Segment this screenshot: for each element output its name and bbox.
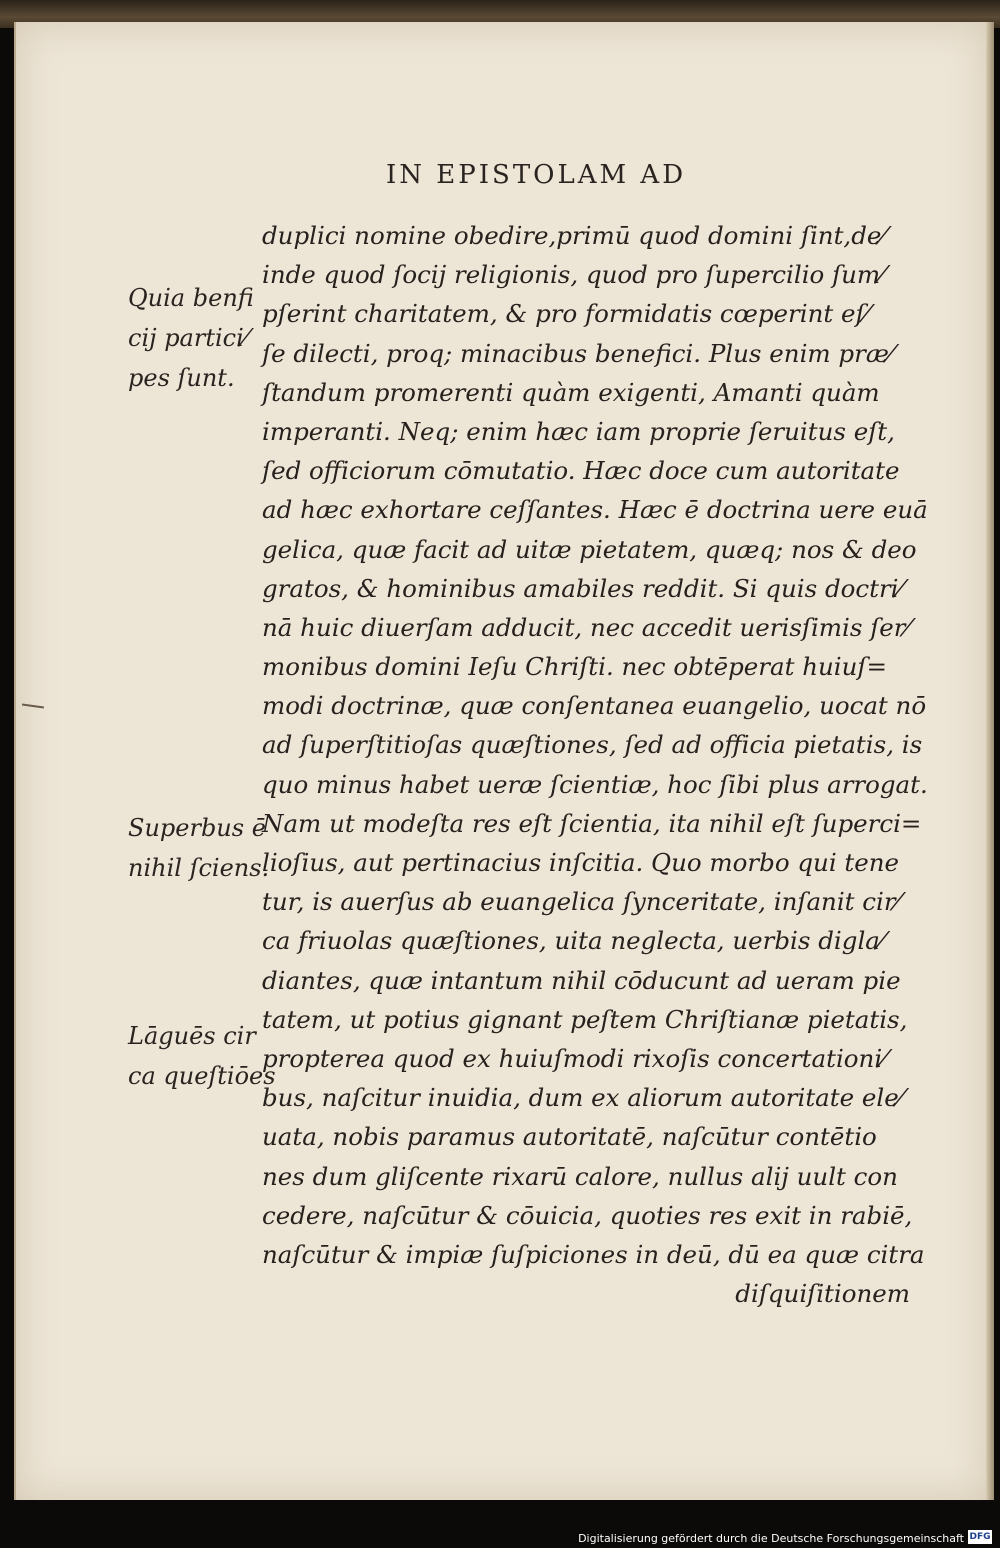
text-line: nes dum gliſcente rixarū calore, nullus alij uult con <box>262 1161 898 1191</box>
dfg-logo: DFG <box>969 1532 991 1542</box>
text-line: ſtandum promerenti quàm exigenti, Amanti quàm <box>262 377 880 407</box>
margin-note-superbus <box>128 808 269 888</box>
text-line: nā huic diuerſam adducit, nec accedit uerisſimis ſer⁄ <box>262 612 910 642</box>
text-line: modi doctrinæ, quæ conſentanea euangelio, uocat nō <box>262 691 927 721</box>
text-line: gelica, quæ facit ad uitæ pietatem, quæq; nos & deo <box>262 534 917 564</box>
text-line: tur, is auerſus ab euangelica ſynceritate, inſanit cir⁄ <box>262 887 900 917</box>
text-line: bus, naſcitur inuidia, dum ex aliorum autoritate ele⁄ <box>262 1083 903 1113</box>
running-title: IN EPISTOLAM AD <box>386 160 687 190</box>
main-text-block <box>262 216 928 1313</box>
text-line: cedere, naſcūtur & cōuicia, quoties res exit in rabiē, <box>262 1200 913 1230</box>
text-line: ad hæc exhortare ceſſantes. Hæc ē doctrina uere euā <box>262 495 928 525</box>
text-line: ca friuolas quæſtiones, uita neglecta, uerbis digla⁄ <box>262 926 884 956</box>
text-line: inde quod ſocij religionis, quod pro ſupercilio ſum⁄ <box>262 260 885 290</box>
text-line: lioſius, aut pertinacius inſcitia. Quo morbo qui tene <box>262 848 900 877</box>
margin-note-line: nihil ſciens. <box>128 854 270 882</box>
text-line: ſed officiorum cōmutatio. Hæc doce cum autoritate <box>262 456 900 486</box>
margin-note-line: pes ſunt. <box>128 364 235 392</box>
text-line: uata, nobis paramus autoritatē, naſcūtur contētio <box>262 1122 877 1152</box>
catchword: diſquiſitionem <box>735 1279 910 1309</box>
margin-note-line: cij partici⁄ <box>128 324 248 352</box>
margin-note-line: Quia benfi <box>128 284 254 312</box>
text-line: Nam ut modeſta res eſt ſcientia, ita nihil eſt ſuperci= <box>262 808 922 838</box>
text-line: duplici nomine obedire,primū quod domini ſint,de⁄ <box>262 221 886 250</box>
text-line: propterea quod ex huiuſmodi rixoſis concertationi⁄ <box>262 1043 887 1073</box>
margin-note-line: ca queſtiōes <box>128 1062 276 1090</box>
margin-note-benefit <box>128 278 254 398</box>
text-line: monibus domini Ieſu Chriſti. nec obtēperat huiuſ= <box>262 652 888 682</box>
text-line: pſerint charitatem, & pro formidatis cœperint eſ⁄ <box>262 299 869 329</box>
digitization-credit: Digitalisierung gefördert durch die Deutsche Forschungsgemeinschaft <box>578 1532 964 1545</box>
text-line: imperanti. Neq; enim hæc iam proprie ſeruitus eſt, <box>262 416 895 446</box>
page-edge-right <box>986 22 994 1500</box>
text-line: tatem, ut potius gignant peſtem Chriſtianæ pietatis, <box>262 1004 908 1034</box>
text-line: ſe dilecti, proq; minacibus benefici. Plus enim præ⁄ <box>262 338 893 368</box>
text-line: quo minus habet ueræ ſcientiæ, hoc ſibi plus arrogat. <box>262 769 928 799</box>
margin-note-line: Superbus ē <box>128 814 266 842</box>
text-line: diantes, quæ intantum nihil cōducunt ad ueram pie <box>262 965 901 995</box>
text-line: gratos, & hominibus amabiles reddit. Si quis doctri⁄ <box>262 573 903 603</box>
margin-note-line: Lāguēs cir <box>128 1022 256 1050</box>
margin-note-languens <box>128 1016 276 1096</box>
text-line: ad ſuperſtitioſas quæſtiones, ſed ad officia pietatis, is <box>262 730 923 760</box>
text-line: naſcūtur & impiæ ſuſpiciones in deū, dū ea quæ citra <box>262 1239 925 1269</box>
